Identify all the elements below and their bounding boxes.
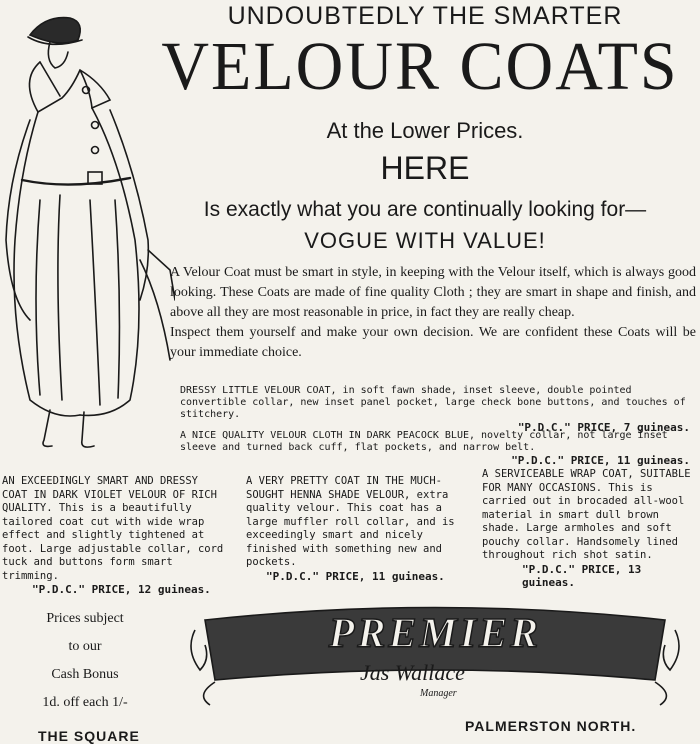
intro-text (170, 263, 696, 363)
signature: Jas Wallace (360, 660, 465, 685)
item-description: A NICE QUALITY VELOUR CLOTH IN DARK PEACOCK BLUE, novelty collar, not large inset sleeve and turned back cuff, flat pockets, and narrow belt. (180, 430, 668, 453)
intro-paragraph-1: A Velour Coat must be smart in style, in keeping with the Velour itself, which is always good looking. These Coats are made of fine quality Cloth ; they are smart in shape and finish, and above all they are most reasonable in price, in fact they are really cheap. (170, 265, 696, 320)
column-2 (246, 475, 466, 583)
bonus-line: 1d. off each 1/- (42, 695, 128, 710)
item-description: DRESSY LITTLE VELOUR COAT, in soft fawn shade, inset sleeve, double pointed convertible collar, new inset panel pocket, large check bone buttons, and touches of stitchery. (180, 385, 686, 420)
headline-main: VELOUR COATS (161, 28, 679, 105)
column-description: AN EXCEEDINGLY SMART AND DRESSY COAT IN DARK VIOLET VELOUR OF RICH QUALITY. This is a beautifully tailored coat cut with wide wrap effect and slightly tightened at foot. Large adjustable collar, cord tuck and buttons form smart trimming. (2, 475, 224, 582)
column-price: "P.D.C." PRICE, 13 guineas. (522, 562, 642, 589)
column-price: "P.D.C." PRICE, 11 guineas. (266, 569, 445, 583)
premier-logo (185, 600, 685, 710)
bonus-notice (10, 605, 160, 717)
address: THE SQUARE (38, 728, 140, 744)
column-price: "P.D.C." PRICE, 12 guineas. (32, 583, 211, 596)
banner-title: PREMIER (328, 611, 542, 657)
column-description: A SERVICEABLE WRAP COAT, SUITABLE FOR MANY OCCASIONS. This is carried out in brocaded all-wool material in smart dull brown shade. Large armholes and soft pouchy collar. Handsomely lined throughout rich shot satin. (482, 468, 691, 561)
headline-here: HERE (380, 150, 470, 186)
item-block-1 (180, 385, 690, 434)
item-block-2 (180, 430, 690, 467)
item-price: "P.D.C." PRICE, 7 guineas. (517, 421, 690, 434)
item-price: "P.D.C." PRICE, 11 guineas. (511, 454, 690, 467)
manager-label: Manager (420, 688, 457, 699)
column-description: A VERY PRETTY COAT IN THE MUCH-SOUGHT HENNA SHADE VELOUR, extra quality velour. This coat has a large muffler roll collar, and is exceedingly smart and nicely finished with something new and pockets. (246, 475, 455, 568)
town-name: PALMERSTON NORTH. (465, 718, 637, 734)
intro-paragraph-2: Inspect them yourself and make your own decision. We are confident these Coats will be your immediate choice. (170, 325, 696, 360)
bonus-line: Prices subject (46, 611, 124, 626)
headline-top: UNDOUBTEDLY THE SMARTER (227, 2, 623, 30)
headline-looking-for: Is exactly what you are continually looking for— (203, 198, 647, 221)
column-1 (2, 475, 224, 596)
bonus-line: Cash Bonus (51, 667, 119, 682)
column-3 (482, 468, 698, 589)
headline-vogue: VOGUE WITH VALUE! (304, 228, 546, 253)
headline-prices: At the Lower Prices. (326, 118, 524, 143)
bonus-line: to our (68, 639, 102, 654)
